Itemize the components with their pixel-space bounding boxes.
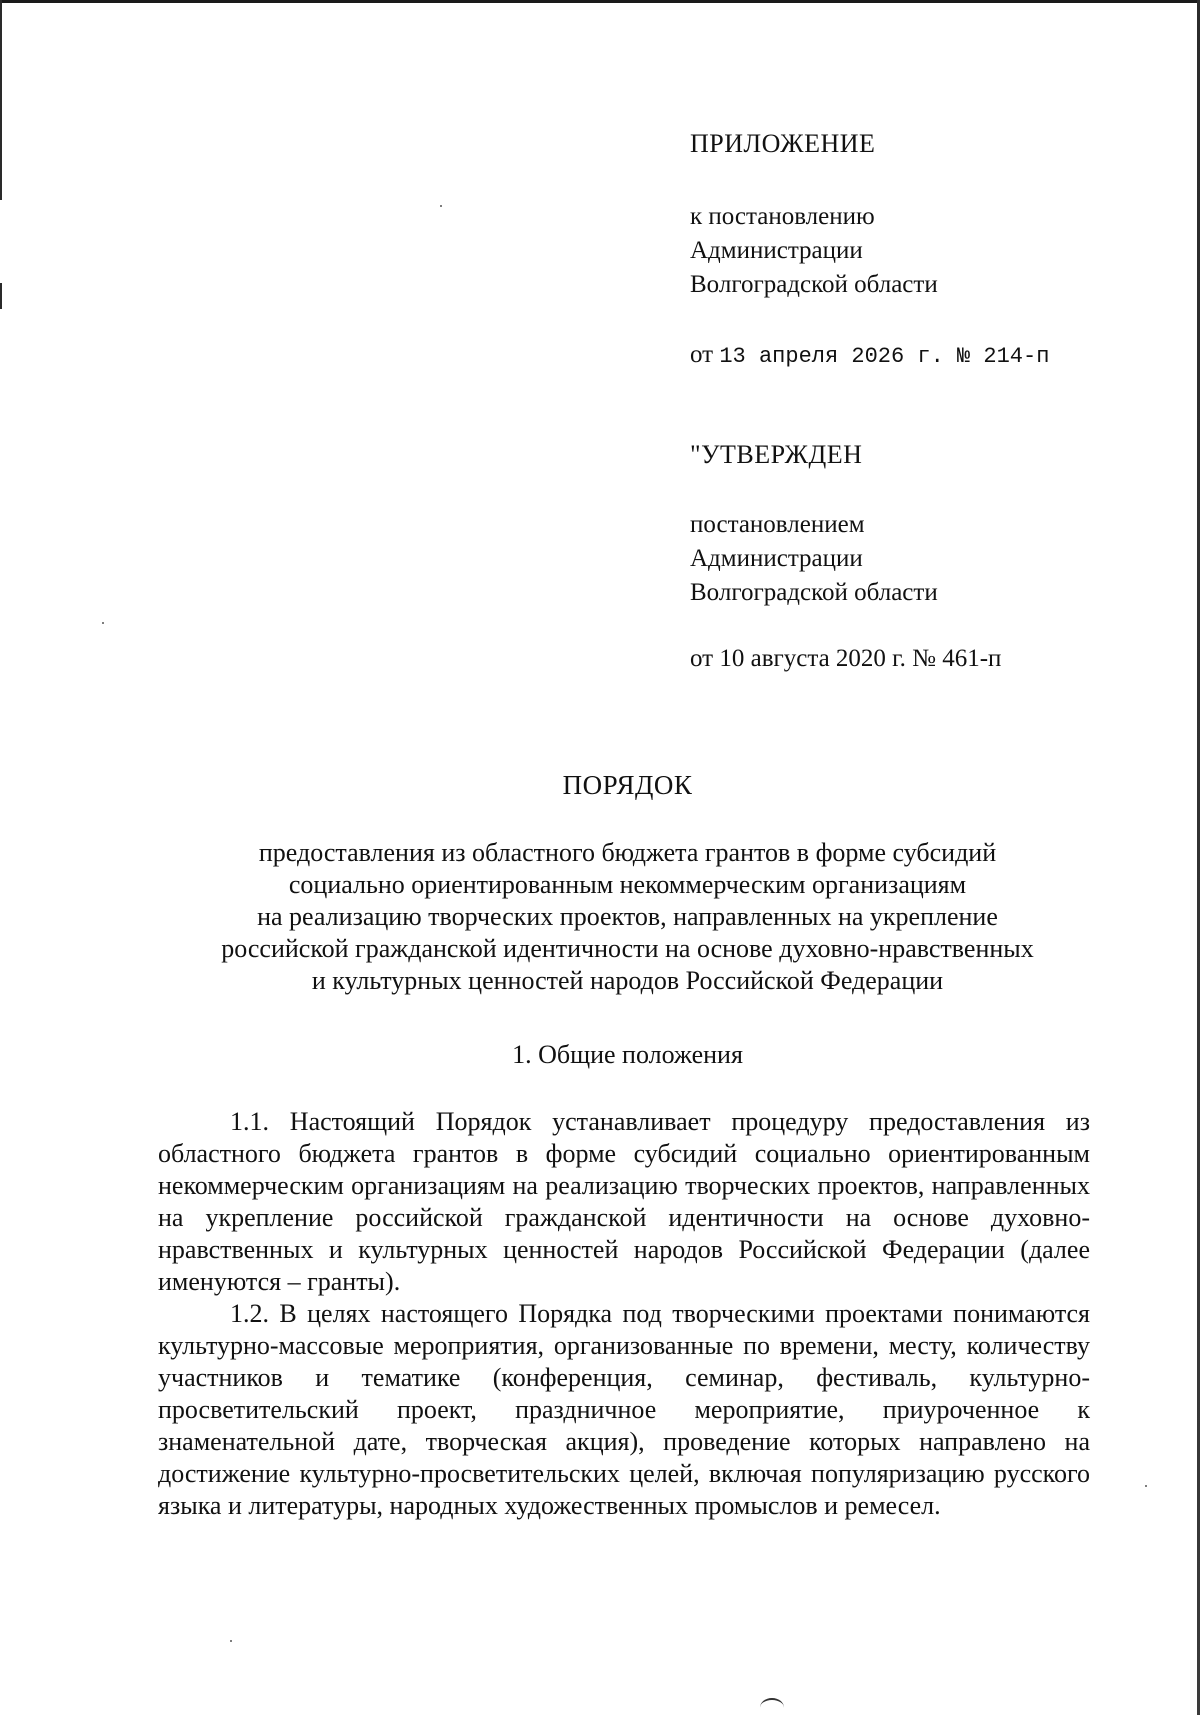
subtitle-line: российской гражданской идентичности на основе духовно-нравственных — [221, 934, 1034, 963]
appendix-reference — [690, 200, 938, 302]
subtitle-line: на реализацию творческих проектов, направленных на укрепление — [257, 902, 998, 931]
approved-date-line — [690, 642, 1001, 676]
scan-speck — [230, 1640, 232, 1642]
document-title: ПОРЯДОК — [562, 770, 693, 800]
scan-speck — [1145, 1485, 1147, 1487]
scan-speck — [440, 205, 442, 207]
approved-line-3: Волгоградской области — [690, 579, 938, 606]
approved-date: от 10 августа 2020 г. № 461-п — [690, 645, 1002, 672]
subtitle-line: предоставления из областного бюджета грантов в форме субсидий — [258, 838, 997, 867]
appendix-date-prefix: от — [690, 341, 714, 368]
subtitle-line: социально ориентированным некоммерческим организациям — [288, 870, 967, 899]
appendix-heading: ПРИЛОЖЕНИЕ — [690, 129, 876, 158]
section-title: 1. Общие положения — [512, 1040, 743, 1069]
approved-line-2: Администрации — [690, 545, 863, 572]
subtitle-line: и культурных ценностей народов Российской Федерации — [311, 966, 944, 995]
approved-reference — [690, 508, 938, 610]
approved-heading: "УТВЕРЖДЕН — [690, 440, 863, 469]
paragraph-1-2: 1.2. В целях настоящего Порядка под творческими проектами понимаются культурно-массовые мероприятия, организованные по времени, месту, количеству участников и тематике (конференция, семинар, фестиваль, культурно-просветительский проект, праздничное мероприятие, приуроченное к знаменательной дате, творческая акция), проведение которых направлено на достижение культурно-просветительских целей, включая популяризацию русского языка и литературы, народных художественных промыслов и ремесел. — [158, 1299, 1090, 1520]
scan-edge-top — [0, 0, 1200, 3]
appendix-line-2: Администрации — [690, 237, 863, 264]
approved-block — [690, 438, 862, 472]
scan-edge-mark — [0, 283, 2, 309]
scan-edge-left — [0, 0, 2, 200]
page-number-fragment — [760, 1698, 784, 1717]
document-body — [158, 1106, 1090, 1522]
appendix-block — [690, 127, 875, 161]
appendix-date-line — [690, 338, 1049, 374]
appendix-date-value: 13 апреля 2026 г. № 214-п — [719, 344, 1050, 369]
approved-line-1: постановлением — [690, 511, 865, 538]
document-subtitle — [160, 837, 1095, 997]
appendix-line-1: к постановлению — [690, 203, 875, 230]
scan-speck — [102, 622, 104, 624]
paragraph-1-1: 1.1. Настоящий Порядок устанавливает процедуру предоставления из областного бюджета грантов в форме субсидий социально ориентированным некоммерческим организациям на реализацию творческих проектов, направленных на укрепление российской гражданской идентичности на основе духовно-нравственных и культурных ценностей народов Российской Федерации (далее именуются – гранты). — [158, 1107, 1090, 1296]
appendix-line-3: Волгоградской области — [690, 271, 938, 298]
